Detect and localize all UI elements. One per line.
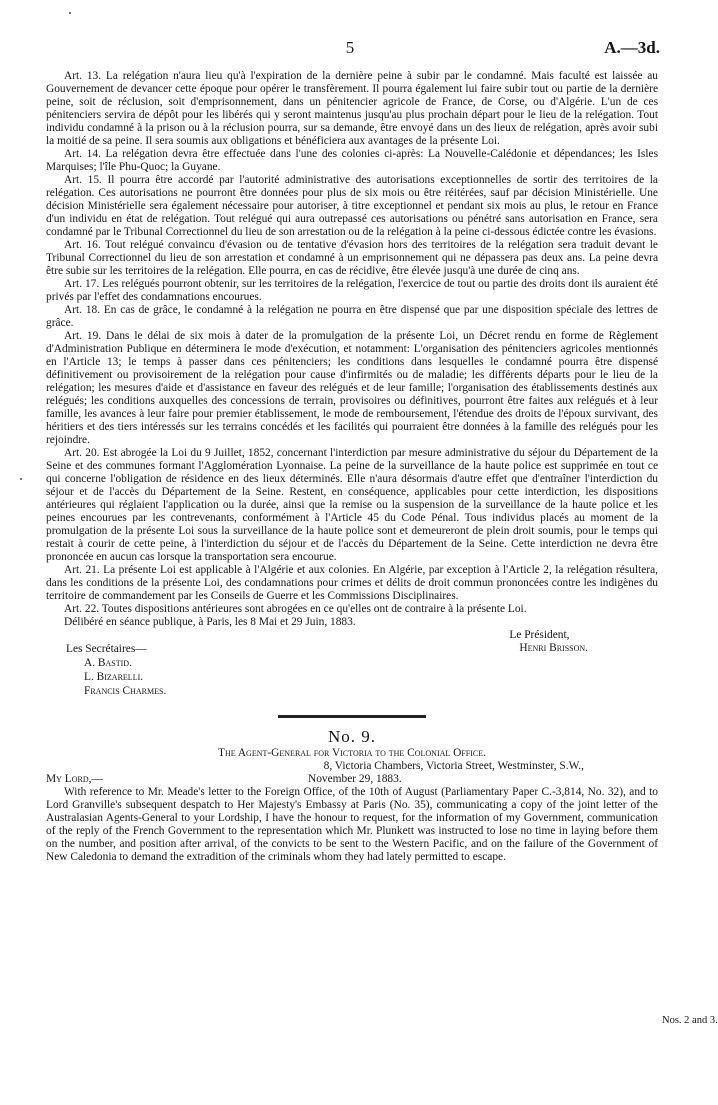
president-signature <box>509 629 588 655</box>
article-22: Art. 22. Toutes dispositions antérieures sont abrogées en ce qu'elles ont de contraire à la présente Loi. <box>64 603 527 615</box>
letter-address: 8, Victoria Chambers, Victoria Street, Westminster, S.W., <box>323 760 584 772</box>
article-16: Art. 16. Tout relégué convaincu d'évasion ou de tentative d'évasion hors des territoires de la relégation sera traduit devant le Tribunal Correctionnel du lieu de son arrestation et condamné à un emprisonnement qui ne dépassera pas deux ans. La peine devra être subie sur les territoires de la relégation. Elle pourra, en cas de récidive, être élevée jusqu'à une durée de cinq ans. <box>46 239 658 277</box>
secretaries-title: Les Secrétaires— <box>66 643 147 655</box>
article-14: Art. 14. La relégation devra être effectuée dans l'une des colonies ci-après: La Nouvelle-Calédonie et dépendances; les Isles Marquises; l'île Phu-Quoc; la Guyane. <box>46 148 658 173</box>
deliberation-line: Délibéré en séance publique, à Paris, les 8 Mai et 29 Juin, 1883. <box>64 616 356 628</box>
document-body <box>46 70 658 864</box>
secretary-name: Francis Charmes. <box>84 685 167 697</box>
article-13: Art. 13. La relégation n'aura lieu qu'à l'expiration de la dernière peine à subir par le condamné. Mais faculté est laissée au Gouvernement de devancer cette époque pour opérer le transfèrement. Il pourra également lui faire subir tout ou partie de la dernière peine, soit de réclusion, soit d'emprisonnement, dans un pénitencier agricole de France, de Corse, ou d'Algérie. L'un de ces pénitenciers servira de dépôt pour les libérés qui y seront maintenus jusqu'au plus prochain départ pour le lieu de la relégation. Tout individu condamné à la prison ou à la réclusion pourra, sur sa demande, être envoyé dans un des lieux de relégation, après avoir subi la moitié de sa peine. Il sera soumis aux obligations et bénéficiera aux avantages de la présente Loi. <box>46 70 658 147</box>
secretary-name: L. Bizarelli. <box>84 671 144 683</box>
article-20: Art. 20. Est abrogée la Loi du 9 Juillet, 1852, concernant l'interdiction par mesure administrative du séjour du Département de la Seine et des communes formant l'Agglomération Lyonnaise. La peine de la surveillance de la haute police est supprimée en tout ce qui concerne l'obligation de résidence en des lieux déterminés. Elle n'aura désormais d'autre effet que d'entraîner l'interdiction du séjour et de l'accès du Département de la Seine. Restent, en conséquence, applicables pour cette interdiction, les dispositions antérieures qui réglaient l'application ou la durée, ainsi que la remise ou la suspension de la surveillance de la haute police et les peines encourues par les contrevenants, conformément à l'Article 45 du Code Pénal. Tous individus placés au moment de la promulgation de la présente Loi sous la surveillance de la haute police sont et demeureront de plein droit soumis, pour le temps qui restait à courir de cette peine, à l'interdiction du séjour et de l'accès du Département de la Seine. Cette interdiction ne devra être prononcée en aucun cas lorsque la transportation sera encourue. <box>46 447 658 563</box>
document-reference: A.—3d. <box>604 38 660 57</box>
letter-number: No. 9. <box>327 727 377 746</box>
margin-note: Nos. 2 and 3. <box>662 1015 718 1026</box>
article-15: Art. 15. Il pourra être accordé par l'autorité administrative des autorisations exceptionnelles de sortir des territoires de la relégation. Ces autorisations ne pourront être données pour plus de six mois ou être réitérées, sauf par décision Ministérielle. Une décision Ministérielle sera également nécessaire pour autoriser, à titre exceptionnel et pendant six mois au plus, le retour en France d'un individu en état de relégation. Tout relégué qui aura outrepassé ces autorisations ou pénétré sans autorisation en France, sera condamné par le Tribunal Correctionnel du lieu de son arrestation ou de la relégation à la peine ci-dessous édictée contre les évasions. <box>46 174 658 238</box>
speck-mark <box>69 12 71 14</box>
section-divider <box>278 715 426 718</box>
page-number: 5 <box>345 38 355 57</box>
letter-salutation: My Lord,— <box>46 773 103 785</box>
article-19: Art. 19. Dans le délai de six mois à dater de la promulgation de la présente Loi, un Décret rendu en forme de Règlement d'Administration Publique en déterminera le mode d'exécution, et notamment: L'organisation des pénitenciers agricoles mentionnés en l'Article 13; le temps à passer dans ces pénitenciers; les conditions dans lesquelles le condamné pourra être dispensé définitivement ou provisoirement de la relégation pour cause d'infirmités ou de maladie; les différents départs pour le lieu de la relégation; les mesures d'aide et d'assistance en faveur des relégués et de leur famille; l'organisation des établissements destinés aux relégués; les conditions auxquelles des concessions de terrain, provisoires ou définitives, pourront être faites aux relégués et à leur famille, les avances à leur faire pour premier établissement, le mode de remboursement, l'étendue des droits de l'époux survivant, des héritiers et des tiers intéressés sur les terrains concédés et les facilités qui pourraient être données à la famille des relégués pour les rejoindre. <box>46 330 658 446</box>
signature-block <box>46 629 658 701</box>
letter-date: November 29, 1883. <box>308 773 402 785</box>
secretaries-signature <box>66 642 166 698</box>
president-name: Henri Brisson. <box>519 642 588 654</box>
article-17: Art. 17. Les relégués pourront obtenir, sur les territoires de la relégation, l'exercice de tout ou partie des droits dont ils auraient été privés par l'effet des condamnations encourues. <box>46 278 658 303</box>
article-21: Art. 21. La présente Loi est applicable à l'Algérie et aux colonies. En Algérie, par exception à l'Article 2, la relégation résultera, dans les conditions de la présente Loi, des condamnations pour crimes et délits de droit commun prononcées contre les indigènes du territoire de commandement par les Conseils de Guerre et les Commissions Disciplinaires. <box>46 564 658 602</box>
salutation-line <box>46 773 658 786</box>
letter-heading: The Agent-General for Victoria to the Colonial Office. <box>217 747 486 759</box>
speck-mark <box>20 478 22 480</box>
president-title: Le Président, <box>509 629 570 641</box>
secretary-name: A. Bastid. <box>84 657 132 669</box>
letter-body: With reference to Mr. Meade's letter to the Foreign Office, of the 10th of August (Parliamentary Paper C.-3,814, No. 32), and to Lord Granville's subsequent despatch to Her Majesty's Embassy at Paris (No. 35), communicating a copy of the joint letter of the Australasian Agents-General to your Lordship, I have the honour to request, for the information of my Government, communication of the reply of the French Government to the representation which Mr. Plunkett was instructed to lose no time in laying before them on the number, and position after arrival, of the convicts to be sent to the Western Pacific, and on the failure of the Government of New Caledonia to demand the extradition of the criminals whom they had lately permitted to escape. <box>46 786 658 863</box>
article-18: Art. 18. En cas de grâce, le condamné à la relégation ne pourra en être dispensé que par une disposition spéciale des lettres de grâce. <box>46 304 658 329</box>
